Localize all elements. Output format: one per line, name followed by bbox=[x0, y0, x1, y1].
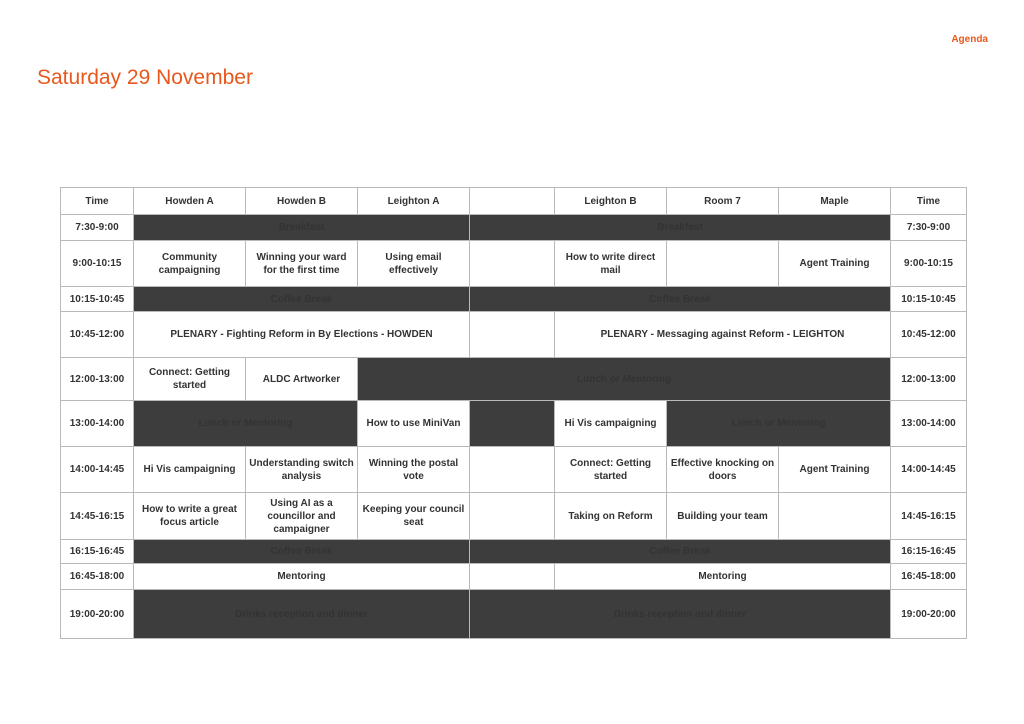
table-row bbox=[61, 447, 967, 493]
schedule-table bbox=[60, 187, 967, 639]
session-cell: Coffee Break bbox=[134, 540, 470, 564]
plenary-cell: PLENARY - Fighting Reform in By Elections - HOWDEN bbox=[134, 312, 470, 358]
session-cell: Coffee Break bbox=[470, 287, 891, 312]
column-header-maple: Maple bbox=[779, 188, 891, 215]
column-header-howden-a: Howden A bbox=[134, 188, 246, 215]
session-cell bbox=[667, 241, 779, 287]
time-cell: 19:00-20:00 bbox=[891, 590, 967, 639]
session-cell: Mentoring bbox=[134, 564, 470, 590]
page-title: Saturday 29 November bbox=[37, 66, 253, 89]
table-row bbox=[61, 564, 967, 590]
session-cell: Agent Training bbox=[779, 241, 891, 287]
column-header-leighton-b: Leighton B bbox=[555, 188, 667, 215]
session-cell: Breakfast bbox=[470, 215, 891, 241]
time-cell: 10:45-12:00 bbox=[891, 312, 967, 358]
session-cell: Coffee Break bbox=[470, 540, 891, 564]
session-cell: Understanding switch analysis bbox=[246, 447, 358, 493]
session-cell: Keeping your council seat bbox=[358, 493, 470, 540]
time-cell: 19:00-20:00 bbox=[61, 590, 134, 639]
session-cell: How to write a great focus article bbox=[134, 493, 246, 540]
time-cell: 16:15-16:45 bbox=[891, 540, 967, 564]
session-cell: Agent Training bbox=[779, 447, 891, 493]
session-cell: Community campaigning bbox=[134, 241, 246, 287]
time-cell: 10:15-10:45 bbox=[61, 287, 134, 312]
session-cell: Connect: Getting started bbox=[555, 447, 667, 493]
table-row bbox=[61, 358, 967, 401]
session-cell: Drinks reception and dinner bbox=[134, 590, 470, 639]
column-header-room-7: Room 7 bbox=[667, 188, 779, 215]
session-cell: Building your team bbox=[667, 493, 779, 540]
empty-cell bbox=[470, 447, 555, 493]
session-cell: Connect: Getting started bbox=[134, 358, 246, 401]
table-row bbox=[61, 287, 967, 312]
session-cell: Lunch or Mentoring bbox=[134, 401, 358, 447]
session-cell: Hi Vis campaigning bbox=[555, 401, 667, 447]
table-row bbox=[61, 401, 967, 447]
table-row bbox=[61, 540, 967, 564]
table-row bbox=[61, 215, 967, 241]
column-header-blank bbox=[470, 188, 555, 215]
table-row bbox=[61, 590, 967, 639]
session-cell: ALDC Artworker bbox=[246, 358, 358, 401]
session-cell: Drinks reception and dinner bbox=[470, 590, 891, 639]
session-cell: Mentoring bbox=[555, 564, 891, 590]
time-cell: 14:45-16:15 bbox=[891, 493, 967, 540]
session-cell: How to write direct mail bbox=[555, 241, 667, 287]
session-cell: Winning the postal vote bbox=[358, 447, 470, 493]
time-cell: 12:00-13:00 bbox=[891, 358, 967, 401]
time-cell: 7:30-9:00 bbox=[61, 215, 134, 241]
time-cell: 12:00-13:00 bbox=[61, 358, 134, 401]
column-header-time: Time bbox=[61, 188, 134, 215]
session-cell: Lunch or Mentoring bbox=[667, 401, 891, 447]
column-header-time-right: Time bbox=[891, 188, 967, 215]
session-cell bbox=[779, 493, 891, 540]
time-cell: 16:15-16:45 bbox=[61, 540, 134, 564]
empty-cell bbox=[470, 564, 555, 590]
session-cell: Effective knocking on doors bbox=[667, 447, 779, 493]
session-cell: Hi Vis campaigning bbox=[134, 447, 246, 493]
time-cell: 14:45-16:15 bbox=[61, 493, 134, 540]
session-cell: Coffee Break bbox=[134, 287, 470, 312]
session-cell: Breakfast bbox=[134, 215, 470, 241]
empty-cell bbox=[470, 241, 555, 287]
time-cell: 10:45-12:00 bbox=[61, 312, 134, 358]
empty-cell bbox=[470, 493, 555, 540]
time-cell: 13:00-14:00 bbox=[61, 401, 134, 447]
session-cell: Taking on Reform bbox=[555, 493, 667, 540]
session-cell: Lunch or Mentoring bbox=[358, 358, 891, 401]
session-cell: Using AI as a councillor and campaigner bbox=[246, 493, 358, 540]
session-cell: Using email effectively bbox=[358, 241, 470, 287]
table-row bbox=[61, 241, 967, 287]
time-cell: 13:00-14:00 bbox=[891, 401, 967, 447]
table-row bbox=[61, 312, 967, 358]
empty-cell bbox=[470, 312, 555, 358]
session-cell: How to use MiniVan bbox=[358, 401, 470, 447]
time-cell: 7:30-9:00 bbox=[891, 215, 967, 241]
time-cell: 9:00-10:15 bbox=[61, 241, 134, 287]
time-cell: 9:00-10:15 bbox=[891, 241, 967, 287]
time-cell: 16:45-18:00 bbox=[891, 564, 967, 590]
plenary-cell: PLENARY - Messaging against Reform - LEIGHTON bbox=[555, 312, 891, 358]
agenda-label: Agenda bbox=[951, 34, 988, 45]
time-cell: 14:00-14:45 bbox=[61, 447, 134, 493]
column-header-howden-b: Howden B bbox=[246, 188, 358, 215]
header-row bbox=[61, 188, 967, 215]
time-cell: 16:45-18:00 bbox=[61, 564, 134, 590]
empty-cell bbox=[470, 401, 555, 447]
table-row bbox=[61, 493, 967, 540]
column-header-leighton-a: Leighton A bbox=[358, 188, 470, 215]
time-cell: 10:15-10:45 bbox=[891, 287, 967, 312]
session-cell: Winning your ward for the first time bbox=[246, 241, 358, 287]
time-cell: 14:00-14:45 bbox=[891, 447, 967, 493]
